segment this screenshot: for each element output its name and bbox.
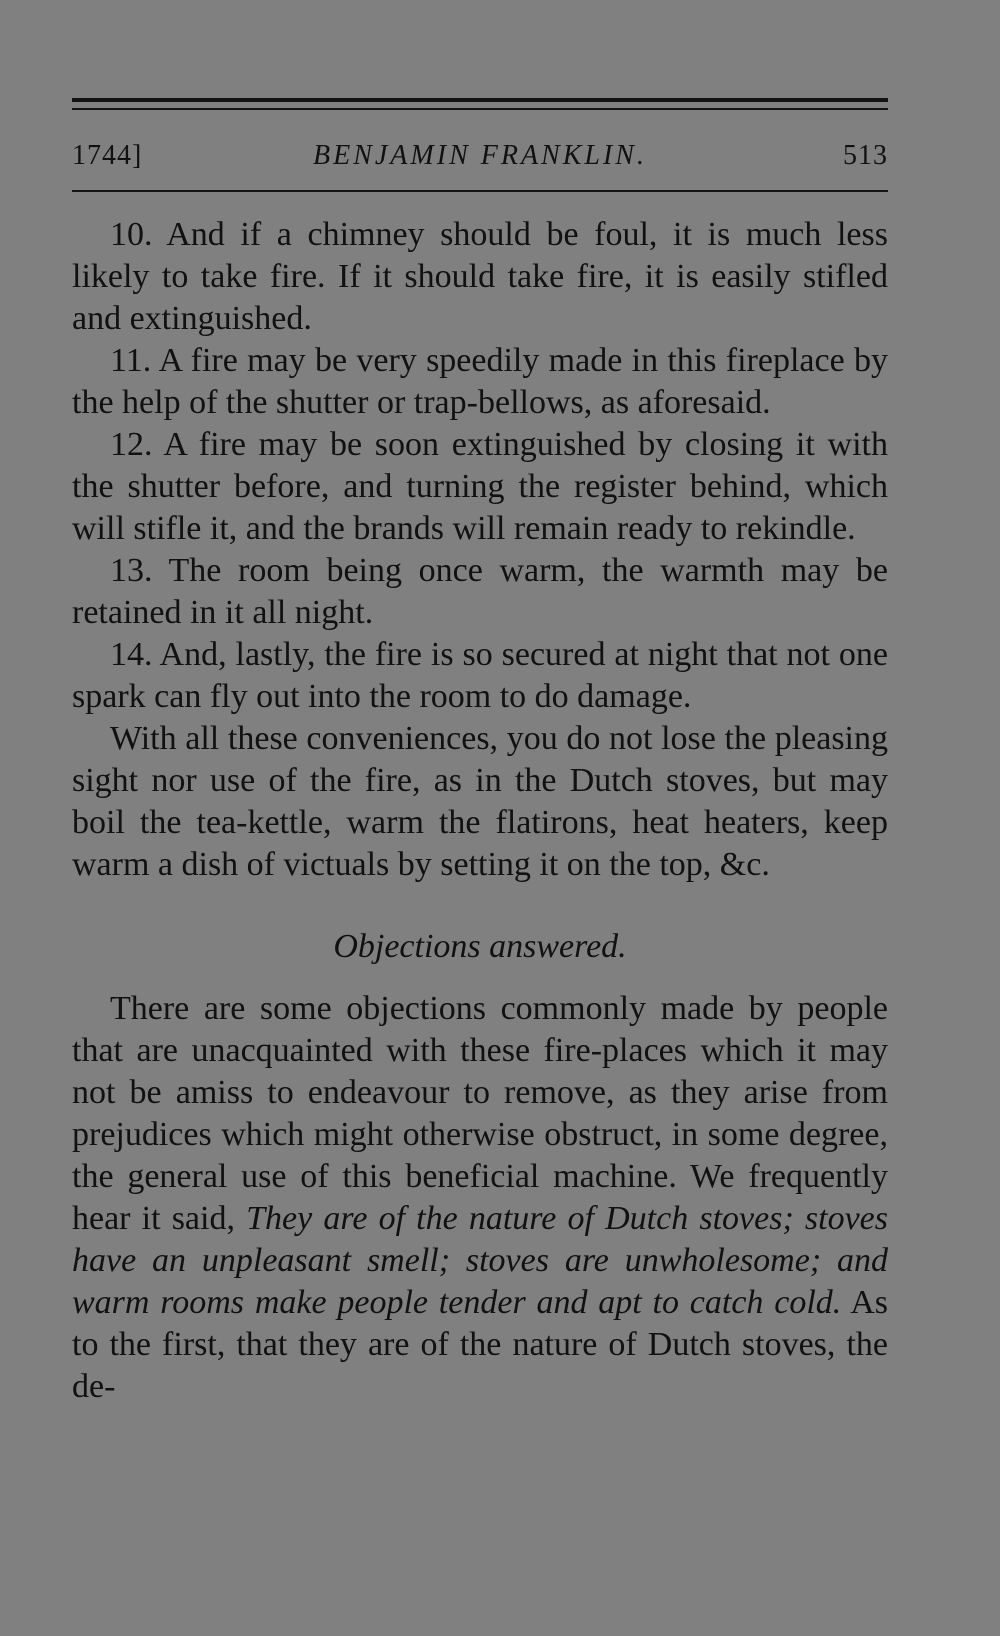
paragraph-item-10: 10. And if a chimney should be foul, it is much less likely to take fire. If it should take fire, it is easily stifled and extinguished. [72, 216, 888, 337]
objections-intro: There are some objections commonly made by people that are unacquainted with these fire-places which it may not be amiss to endeavour to remove, as they arise from prejudices which might otherwise obstruct, in some degree, the general use of this beneficial machine. We frequently hear it said, [72, 990, 888, 1237]
paragraph-item-11: 11. A fire may be very speedily made in this fireplace by the help of the shutter or trap-bellows, as aforesaid. [72, 342, 888, 421]
paragraph-objections [72, 988, 888, 1408]
header-title: BENJAMIN FRANKLIN. [313, 140, 647, 171]
paragraph-conveniences: With all these conveniences, you do not lose the pleasing sight nor use of the fire, as in the Dutch stoves, but may boil the tea-kettle, warm the flatirons, heat heaters, keep warm a dish of victuals by setting it on the top, &c. [72, 720, 888, 883]
paragraph-item-12: 12. A fire may be soon extinguished by closing it with the shutter before, and turning the register behind, which will stifle it, and the brands will remain ready to rekindle. [72, 426, 888, 547]
header-rule-bottom [72, 190, 888, 192]
objections-quote: They are of the nature of Dutch stoves; stoves have an unpleasant smell; stoves are unwholesome; and warm rooms make people tender and apt to catch cold. [72, 1200, 889, 1321]
objections-continuation: As to the first, that they are of the nature of Dutch stoves, the de- [72, 1284, 888, 1405]
page-number: 513 [843, 140, 888, 171]
page-body [72, 214, 888, 1408]
paragraph-item-14: 14. And, lastly, the fire is so secured at night that not one spark can fly out into the room to do damage. [72, 636, 888, 715]
section-heading: Objections answered. [333, 928, 627, 965]
header-year: 1744] [72, 140, 143, 171]
header-rule-top [72, 98, 888, 102]
header-rule-top-thin [72, 108, 888, 110]
running-head [72, 136, 888, 176]
paragraph-item-13: 13. The room being once warm, the warmth may be retained in it all night. [72, 552, 888, 631]
